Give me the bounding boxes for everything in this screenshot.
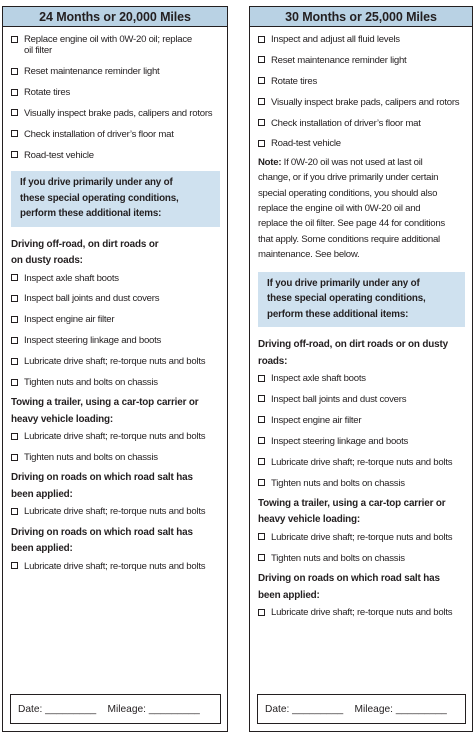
checklist-item[interactable]	[11, 108, 220, 119]
checklist-item[interactable]	[258, 394, 465, 405]
item-label: Inspect axle shaft boots	[271, 373, 366, 385]
checklist-item[interactable]	[11, 377, 220, 388]
callout-line: these special operating conditions,	[20, 192, 179, 204]
checklist-item[interactable]	[11, 452, 220, 463]
heading-line: Driving on roads on which road salt has	[11, 472, 193, 484]
checkbox-icon[interactable]	[258, 533, 265, 540]
maintenance-card-24-months	[2, 6, 228, 732]
checklist-item[interactable]	[11, 314, 220, 325]
callout-line: perform these additional items:	[20, 208, 162, 220]
checklist-item[interactable]	[11, 34, 220, 57]
callout-line: these special operating conditions,	[267, 293, 426, 305]
checkbox-icon[interactable]	[258, 77, 265, 84]
section-heading	[11, 525, 220, 558]
item-label: Tighten nuts and bolts on chassis	[24, 377, 158, 388]
checklist-item[interactable]	[258, 532, 465, 543]
checklist-item[interactable]	[11, 431, 220, 442]
date-mileage-field[interactable]: Date: _________ Mileage: _________	[10, 694, 221, 724]
checkbox-icon[interactable]	[258, 119, 265, 126]
checklist-item[interactable]	[11, 506, 220, 517]
checklist-item[interactable]	[11, 150, 220, 161]
item-label: Lubricate drive shaft; re-torque nuts and bolts	[271, 607, 453, 619]
item-label: Inspect and adjust all fluid levels	[271, 34, 400, 45]
checklist-item[interactable]	[11, 293, 220, 304]
card-body	[250, 27, 472, 618]
checkbox-icon[interactable]	[11, 295, 18, 302]
checkbox-icon[interactable]	[258, 395, 265, 402]
item-label-line: oil filter	[24, 45, 52, 57]
item-label: Reset maintenance reminder light	[24, 66, 160, 78]
section-heading	[258, 571, 465, 604]
item-label: Lubricate drive shaft; re-torque nuts and bolts	[24, 560, 206, 572]
section-heading	[11, 237, 220, 270]
note-line: change, or if you drive primarily under certain	[258, 172, 439, 184]
checkbox-icon[interactable]	[11, 151, 18, 158]
heading-line: Driving on roads on which road salt has	[11, 526, 193, 538]
checkbox-icon[interactable]	[258, 140, 265, 147]
checkbox-icon[interactable]	[11, 508, 18, 515]
checkbox-icon[interactable]	[11, 130, 18, 137]
item-label: Inspect steering linkage and boots	[271, 435, 409, 447]
item-label: Lubricate drive shaft; re-torque nuts and bolts	[24, 506, 206, 518]
checkbox-icon[interactable]	[11, 89, 18, 96]
heading-line: been applied:	[11, 543, 73, 555]
card-header: 30 Months or 25,000 Miles	[250, 7, 472, 27]
checkbox-icon[interactable]	[258, 458, 265, 465]
checklist-item[interactable]	[258, 373, 465, 384]
checklist-item[interactable]	[11, 356, 220, 367]
checkbox-icon[interactable]	[11, 316, 18, 323]
checkbox-icon[interactable]	[11, 454, 18, 461]
item-label: Road-test vehicle	[271, 138, 341, 150]
checklist-item[interactable]	[11, 87, 220, 98]
item-label: Inspect engine air filter	[24, 314, 115, 326]
checklist-item[interactable]	[11, 273, 220, 284]
item-label: Inspect steering linkage and boots	[24, 335, 162, 347]
note-line: replace the engine oil with 0W-20 oil and	[258, 202, 421, 214]
item-label: Tighten nuts and bolts on chassis	[271, 552, 405, 564]
item-label: Check installation of driver’s floor mat	[271, 117, 421, 129]
checkbox-icon[interactable]	[258, 479, 265, 486]
checkbox-icon[interactable]	[258, 36, 265, 43]
heading-line: Driving off-road, on dirt roads or on dusty	[258, 339, 448, 351]
card-header: 24 Months or 20,000 Miles	[3, 7, 227, 27]
item-label: Check installation of driver’s floor mat	[24, 128, 174, 140]
item-label: Tighten nuts and bolts on chassis	[271, 477, 405, 489]
checklist-item[interactable]	[258, 97, 465, 108]
checkbox-icon[interactable]	[11, 109, 18, 116]
item-label: Visually inspect brake pads, calipers and rotors	[271, 96, 460, 108]
checkbox-icon[interactable]	[11, 433, 18, 440]
checklist-item[interactable]	[11, 335, 220, 346]
callout-line: perform these additional items:	[267, 308, 409, 320]
checkbox-icon[interactable]	[258, 437, 265, 444]
item-label: Rotate tires	[24, 87, 71, 99]
checklist-item[interactable]	[258, 607, 465, 618]
note-line: maintenance. See below.	[258, 249, 360, 261]
heading-line: Towing a trailer, using a car-top carrier or	[258, 497, 446, 509]
checkbox-icon[interactable]	[11, 379, 18, 386]
heading-line: heavy vehicle loading:	[258, 514, 361, 526]
special-conditions-callout	[11, 171, 220, 227]
item-label: Visually inspect brake pads, calipers and rotors	[24, 107, 213, 119]
item-label: Reset maintenance reminder light	[271, 54, 407, 66]
checklist-item[interactable]	[11, 561, 220, 572]
special-conditions-callout	[258, 272, 465, 328]
checklist-item[interactable]	[258, 478, 465, 489]
checkbox-icon[interactable]	[11, 68, 18, 75]
heading-line: on dusty roads:	[11, 255, 83, 267]
date-mileage-field[interactable]: Date: _________ Mileage: _________	[257, 694, 466, 724]
heading-line: Towing a trailer, using a car-top carrier or	[11, 397, 199, 409]
heading-line: heavy vehicle loading:	[11, 413, 114, 425]
checkbox-icon[interactable]	[258, 609, 265, 616]
checklist-item[interactable]	[258, 436, 465, 447]
checkbox-icon[interactable]	[258, 416, 265, 423]
heading-line: roads:	[258, 355, 288, 367]
checklist-item[interactable]	[11, 66, 220, 77]
item-label: Inspect engine air filter	[271, 414, 362, 426]
note-line: replace the oil filter. See page 44 for conditions	[258, 218, 445, 230]
checklist-item[interactable]	[258, 553, 465, 564]
checkbox-icon[interactable]	[258, 554, 265, 561]
item-label: Inspect axle shaft boots	[24, 272, 119, 284]
note-line: If 0W-20 oil was not used at last oil	[281, 156, 423, 168]
callout-line: If you drive primarily under any of	[20, 177, 173, 189]
maintenance-card-30-months	[249, 6, 473, 732]
item-label: Rotate tires	[271, 75, 318, 87]
checklist-item[interactable]	[258, 118, 465, 129]
heading-line: been applied:	[258, 589, 320, 601]
checklist-item[interactable]	[258, 34, 465, 45]
item-label: Inspect ball joints and dust covers	[271, 393, 407, 405]
section-heading	[258, 496, 465, 529]
item-label: Lubricate drive shaft; re-torque nuts and bolts	[271, 531, 453, 543]
item-label: Lubricate drive shaft; re-torque nuts and bolts	[24, 431, 206, 443]
checkbox-icon[interactable]	[258, 56, 265, 63]
checkbox-icon[interactable]	[258, 98, 265, 105]
checkbox-icon[interactable]	[11, 358, 18, 365]
item-label: Tighten nuts and bolts on chassis	[24, 452, 158, 464]
section-heading	[11, 470, 220, 503]
checklist-item[interactable]	[258, 55, 465, 66]
item-label: Lubricate drive shaft; re-torque nuts and bolts	[24, 356, 206, 368]
item-label: Road-test vehicle	[24, 149, 94, 161]
checklist-item[interactable]	[258, 76, 465, 87]
oil-note	[258, 155, 465, 263]
section-heading	[11, 395, 220, 428]
checkbox-icon[interactable]	[11, 562, 18, 569]
card-body	[3, 27, 227, 572]
checkbox-icon[interactable]	[258, 375, 265, 382]
checklist-item[interactable]	[11, 129, 220, 140]
heading-line: Driving off-road, on dirt roads or	[11, 238, 159, 250]
checklist-item[interactable]	[258, 415, 465, 426]
heading-line: Driving on roads on which road salt has	[258, 573, 440, 585]
checklist-item[interactable]	[258, 457, 465, 468]
section-heading	[258, 337, 465, 370]
note-label: Note:	[258, 156, 282, 168]
checkbox-icon[interactable]	[11, 274, 18, 281]
checkbox-icon[interactable]	[11, 337, 18, 344]
item-label-line: Replace engine oil with 0W-20 oil; replace	[24, 34, 192, 45]
callout-line: If you drive primarily under any of	[267, 277, 420, 289]
item-label: Lubricate drive shaft; re-torque nuts and bolts	[271, 456, 453, 468]
note-line: special operating conditions, you should also	[258, 187, 438, 199]
item-label: Inspect ball joints and dust covers	[24, 293, 160, 305]
heading-line: been applied:	[11, 488, 73, 500]
checklist-item[interactable]	[258, 138, 465, 149]
note-line: that apply. Some conditions require additional	[258, 233, 440, 245]
checkbox-icon[interactable]	[11, 36, 18, 43]
